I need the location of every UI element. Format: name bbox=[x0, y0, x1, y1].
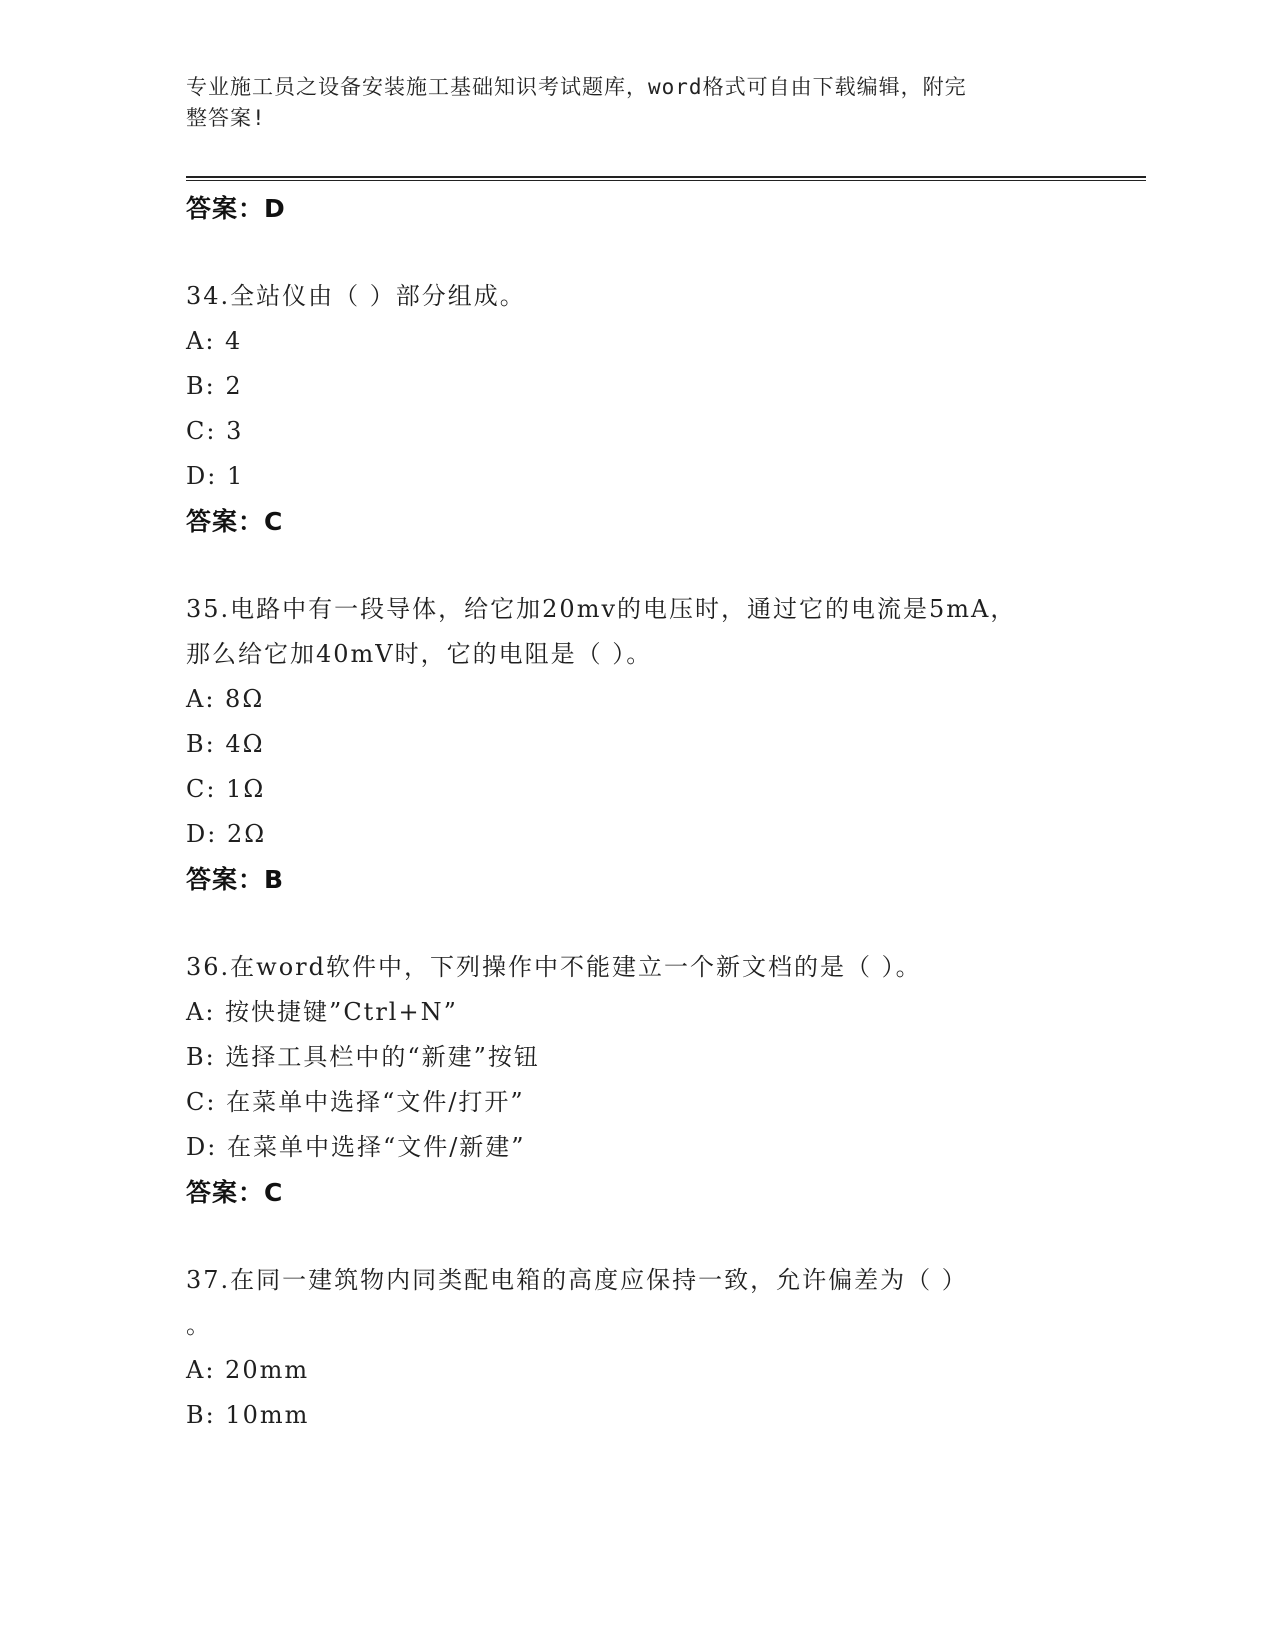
header-divider bbox=[186, 176, 1146, 181]
question-35 bbox=[186, 587, 1146, 902]
document-header bbox=[186, 72, 1046, 134]
answer-label: 答案：B bbox=[186, 865, 285, 894]
option-a: A: 20mm bbox=[186, 1356, 310, 1384]
spacer bbox=[186, 231, 1146, 274]
question-37 bbox=[186, 1258, 1146, 1438]
answer-label: 答案：C bbox=[186, 507, 284, 536]
question-text-continued: 。 bbox=[186, 1311, 212, 1339]
option-b: B: 10mm bbox=[186, 1401, 310, 1429]
question-text: 35.电路中有一段导体，给它加20mv的电压时，通过它的电流是5mA， bbox=[186, 595, 1017, 623]
question-text: 34.全站仪由（ ）部分组成。 bbox=[186, 282, 526, 310]
option-c: C: 1Ω bbox=[186, 775, 266, 803]
option-a: A: 按快捷键”Ctrl+N” bbox=[186, 998, 458, 1026]
header-line-1: 专业施工员之设备安装施工基础知识考试题库，word格式可自由下载编辑，附完 bbox=[186, 75, 967, 99]
option-b: B: 选择工具栏中的“新建”按钮 bbox=[186, 1043, 540, 1071]
question-list bbox=[186, 186, 1146, 1438]
option-a: A: 4 bbox=[186, 327, 243, 355]
question-text-continued: 那么给它加40mV时，它的电阻是（ ）。 bbox=[186, 640, 653, 668]
option-d: D: 2Ω bbox=[186, 820, 267, 848]
document-page bbox=[186, 0, 1146, 1650]
option-d: D: 1 bbox=[186, 462, 245, 490]
option-c: C: 3 bbox=[186, 417, 244, 445]
question-34 bbox=[186, 274, 1146, 544]
spacer bbox=[186, 544, 1146, 587]
option-c: C: 在菜单中选择“文件/打开” bbox=[186, 1088, 525, 1116]
option-b: B: 4Ω bbox=[186, 730, 265, 758]
option-d: D: 在菜单中选择“文件/新建” bbox=[186, 1133, 526, 1161]
question-text: 36.在word软件中，下列操作中不能建立一个新文档的是（ ）。 bbox=[186, 953, 922, 981]
spacer bbox=[186, 902, 1146, 945]
question-36 bbox=[186, 945, 1146, 1215]
answer-label: 答案：C bbox=[186, 1178, 284, 1207]
option-b: B: 2 bbox=[186, 372, 243, 400]
spacer bbox=[186, 1215, 1146, 1258]
option-a: A: 8Ω bbox=[186, 685, 265, 713]
question-text: 37.在同一建筑物内同类配电箱的高度应保持一致，允许偏差为（ ） bbox=[186, 1266, 968, 1294]
answer-label: 答案：D bbox=[186, 194, 286, 223]
header-line-2: 整答案! bbox=[186, 106, 266, 130]
